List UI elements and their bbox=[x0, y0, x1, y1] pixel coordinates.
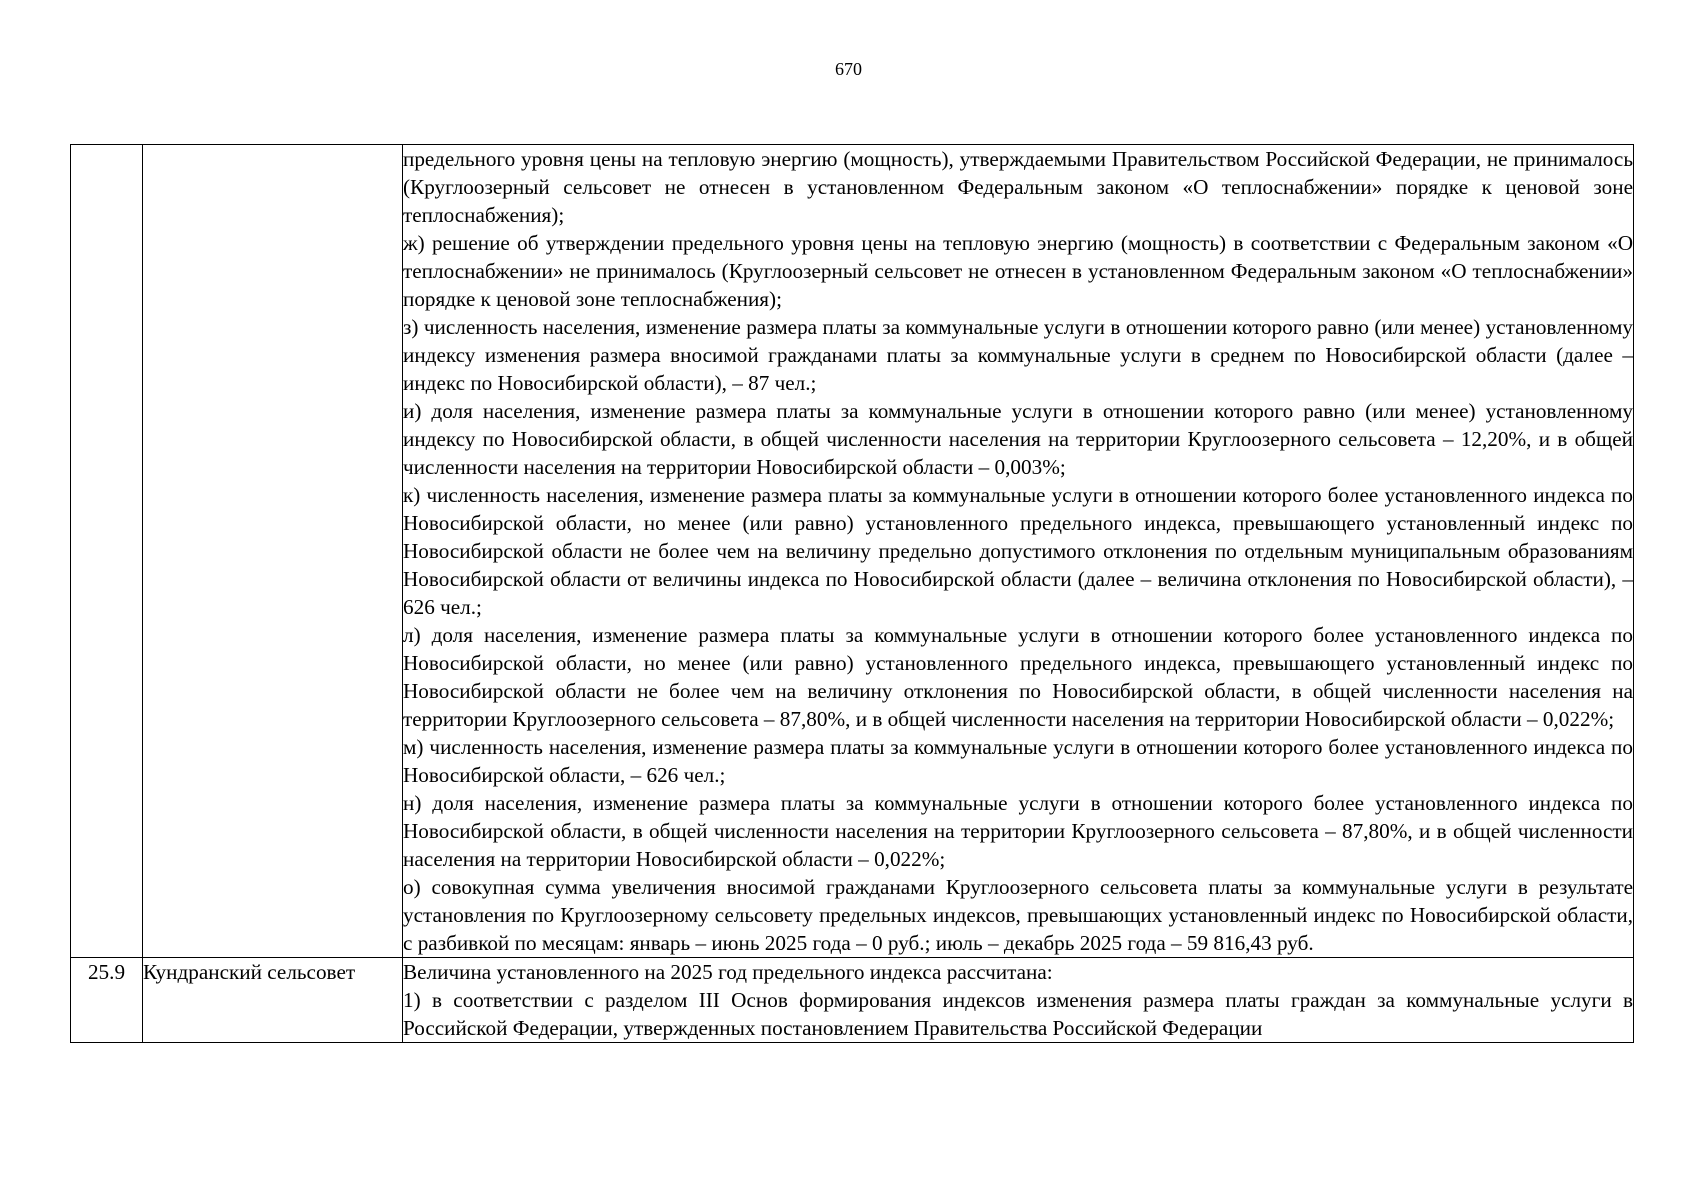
paragraph-m: м) численность населения, изменение размера платы за коммунальные услуги в отношении которого более установленного индекса по Новосибирской области, – 626 чел.; bbox=[403, 735, 1633, 787]
row-number-cell: 25.9 bbox=[71, 958, 143, 1043]
paragraph-zh: ж) решение об утверждении предельного уровня цены на тепловую энергию (мощность) в соответствии с Федеральным законом «О теплоснабжении» не принималось (Круглоозерный сельсовет не отнесен в установленном Федеральным законом «О теплоснабжении» порядке к ценовой зоне теплоснабжения); bbox=[403, 231, 1633, 311]
municipality-name-cell bbox=[143, 145, 403, 958]
paragraph-k: к) численность населения, изменение размера платы за коммунальные услуги в отношении которого более установленного индекса по Новосибирской области, но менее (или равно) установленного предельного индекса, превышающего установленный индекс по Новосибирской области не более чем на величину предельно допустимого отклонения по отдельным муниципальным образованиям Новосибирской области от величины индекса по Новосибирской области (далее – величина отклонения по Новосибирской области), – 626 чел.; bbox=[403, 483, 1633, 619]
paragraph-1: 1) в соответствии с разделом III Основ формирования индексов изменения размера платы граждан за коммунальные услуги в Российской Федерации, утвержденных постановлением Правительства Российской Федерации bbox=[403, 988, 1633, 1040]
row-number-cell bbox=[71, 145, 143, 958]
paragraph-o: о) совокупная сумма увеличения вносимой гражданами Круглоозерного сельсовета платы за коммунальные услуги в результате установления по Круглоозерному сельсовету предельных индексов, превышающих установленный индекс по Новосибирской области, с разбивкой по месяцам: январь – июнь 2025 года – 0 руб.; июль – декабрь 2025 года – 59 816,43 руб. bbox=[403, 875, 1633, 955]
paragraph-l: л) доля населения, изменение размера платы за коммунальные услуги в отношении которого более установленного индекса по Новосибирской области, но менее (или равно) установленного предельного индекса, превышающего установленный индекс по Новосибирской области не более чем на величину отклонения по Новосибирской области, в общей численности населения на территории Круглоозерного сельсовета – 87,80%, и в общей численности населения на территории Новосибирской области – 0,022%; bbox=[403, 623, 1633, 731]
paragraph-i: и) доля населения, изменение размера платы за коммунальные услуги в отношении которого равно (или менее) установленному индексу по Новосибирской области, в общей численности населения на территории Круглоозерного сельсовета – 12,20%, и в общей численности населения на территории Новосибирской области – 0,003%; bbox=[403, 399, 1633, 479]
paragraph-n: н) доля населения, изменение размера платы за коммунальные услуги в отношении которого более установленного индекса по Новосибирской области, в общей численности населения на территории Круглоозерного сельсовета – 87,80%, и в общей численности населения на территории Новосибирской области – 0,022%; bbox=[403, 791, 1633, 871]
municipal-index-table bbox=[70, 144, 1634, 1043]
paragraph-intro: Величина установленного на 2025 год предельного индекса рассчитана: bbox=[403, 960, 1053, 984]
paragraph-z: з) численность населения, изменение размера платы за коммунальные услуги в отношении которого равно (или менее) установленному индексу изменения размера вносимой гражданами платы за коммунальные услуги в среднем по Новосибирской области (далее – индекс по Новосибирской области), – 87 чел.; bbox=[403, 315, 1633, 395]
municipality-name-cell: Кундранский сельсовет bbox=[143, 958, 403, 1043]
description-cell bbox=[403, 958, 1634, 1043]
description-cell bbox=[403, 145, 1634, 958]
page-number: 670 bbox=[835, 59, 862, 79]
paragraph-continuation: предельного уровня цены на тепловую энергию (мощность), утверждаемыми Правительством Российской Федерации, не принималось (Круглоозерный сельсовет не отнесен в установленном Федеральным законом «О теплоснабжении» порядке к ценовой зоне теплоснабжения); bbox=[403, 147, 1633, 227]
table-row bbox=[71, 145, 1634, 958]
table-row bbox=[71, 958, 1634, 1043]
